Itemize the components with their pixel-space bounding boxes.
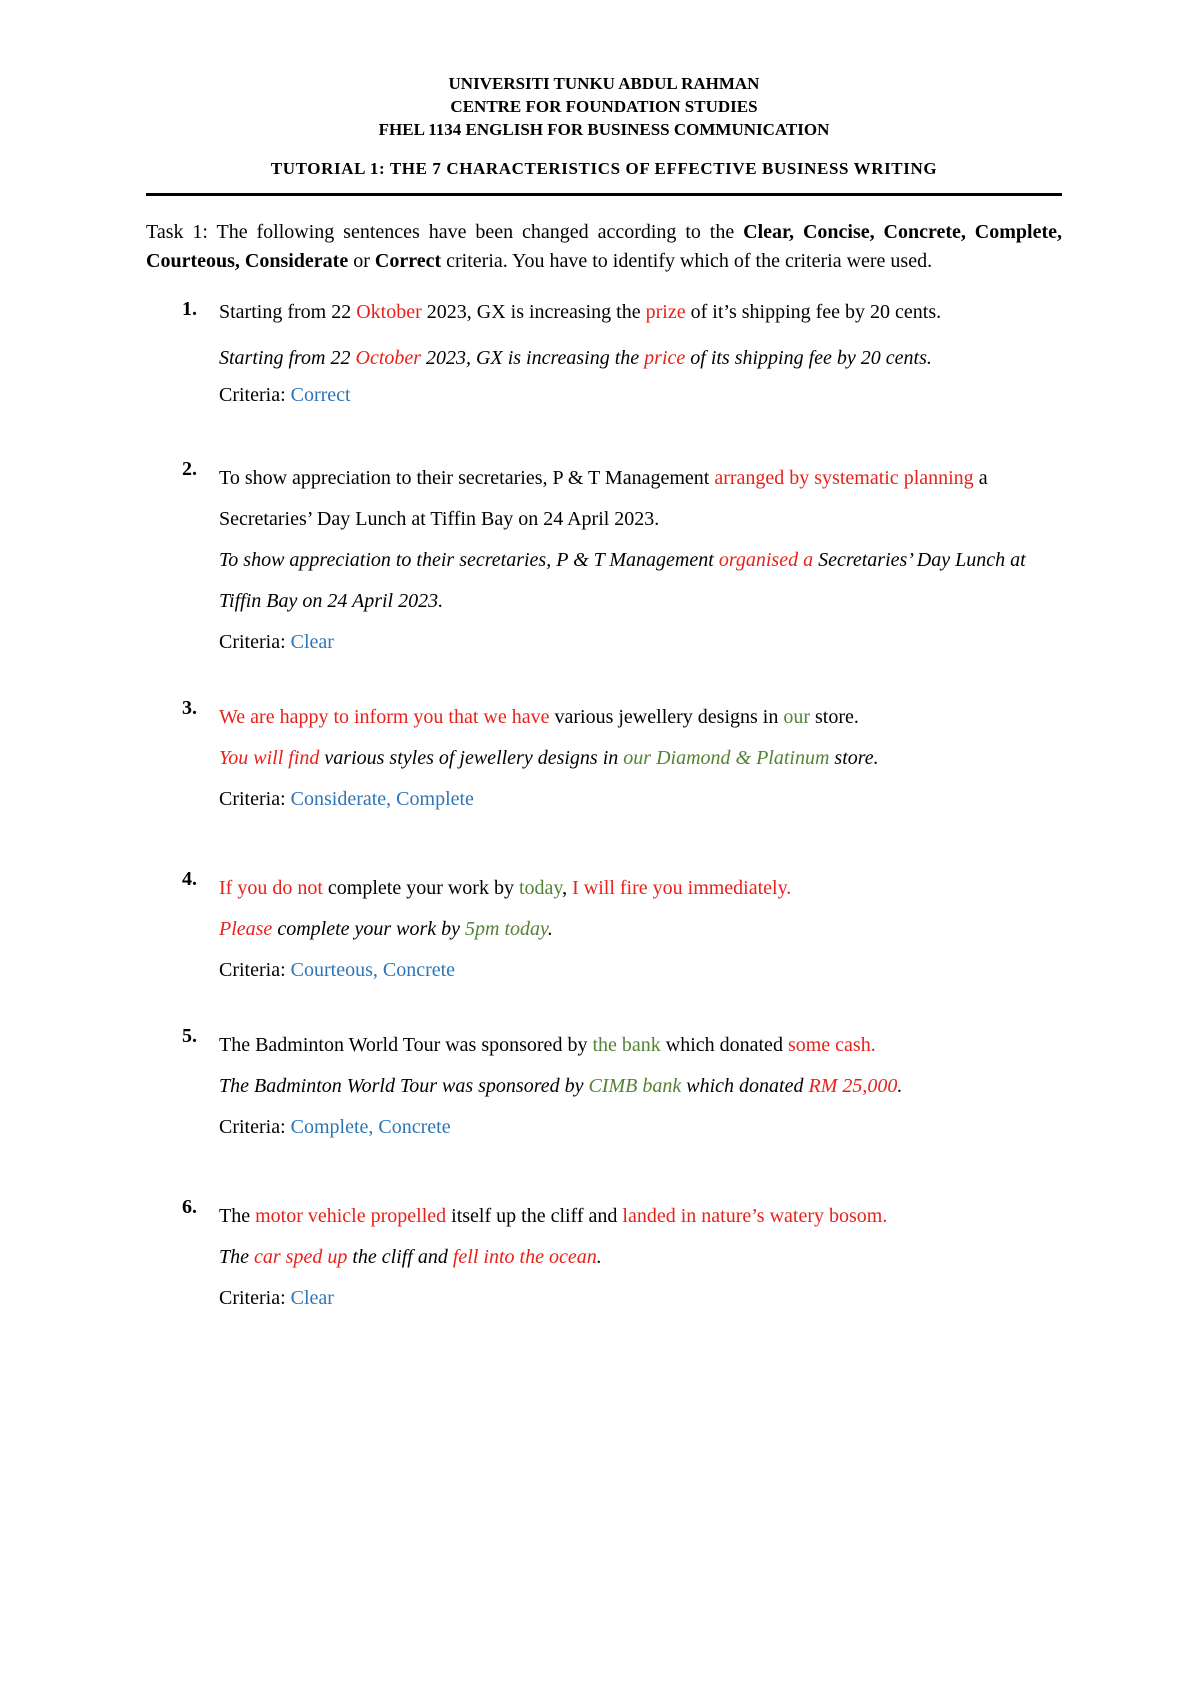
text: The	[219, 1205, 256, 1227]
criteria-line	[219, 622, 1062, 663]
error-text: some cash.	[787, 1034, 876, 1056]
text: complete your work by	[322, 877, 519, 899]
criteria-label: Criteria:	[219, 959, 291, 981]
list-item	[146, 697, 1062, 820]
text: 2023, GX is increasing the	[421, 347, 645, 369]
text: various jewellery designs in	[549, 706, 784, 728]
text: To show appreciation to their secretaries, P & T Management	[219, 549, 719, 571]
corrected-text: organised a	[718, 549, 814, 571]
criteria-line	[219, 1107, 1062, 1148]
error-text: prize	[645, 301, 686, 323]
corrected-text: You will find	[219, 747, 320, 769]
text: itself up the cliff and	[446, 1205, 623, 1227]
text: To show appreciation to their secretaries, P & T Management	[219, 467, 715, 489]
original-sentence	[219, 1196, 1062, 1237]
text: a Secretaries’ Day Lunch at Tiffin Bay on 24 April 2023.	[219, 467, 988, 530]
criteria-value: Considerate, Complete	[290, 788, 474, 810]
text: store.	[810, 706, 859, 728]
text: store.	[829, 747, 879, 769]
original-sentence	[219, 868, 1062, 909]
criteria-value: Clear	[290, 1287, 334, 1309]
item-number: 3.	[182, 697, 197, 719]
sentence-list	[146, 298, 1062, 1319]
corrected-text: October	[355, 347, 422, 369]
specific-text: 5pm today	[465, 918, 548, 940]
item-number: 2.	[182, 458, 197, 480]
task-instructions	[146, 218, 1062, 276]
text: Starting from 22	[219, 347, 356, 369]
revised-sentence	[219, 1066, 1062, 1107]
text: ,	[562, 877, 573, 899]
specific-text: our Diamond & Platinum	[623, 747, 830, 769]
text: .	[596, 1246, 602, 1268]
item-number: 6.	[182, 1196, 197, 1218]
list-item	[146, 458, 1062, 663]
criteria-label: Criteria:	[219, 1116, 291, 1138]
corrected-text: fell into the ocean	[452, 1246, 597, 1268]
criteria-value: Courteous, Concrete	[290, 959, 456, 981]
task-text-2: or	[348, 250, 375, 272]
revised-sentence	[219, 339, 1062, 377]
corrected-text: Please	[219, 918, 273, 940]
original-sentence	[219, 458, 1062, 540]
text: Starting from 22	[219, 301, 357, 323]
task-criteria-list: Clear, Concise, Concrete, Complete, Courteous, Considerate	[146, 221, 1062, 272]
list-item	[146, 1025, 1062, 1148]
task-criteria-correct: Correct	[374, 250, 442, 272]
text: .	[897, 1075, 903, 1097]
text: The	[219, 1246, 254, 1268]
criteria-value: Clear	[290, 631, 334, 653]
criteria-value: Correct	[290, 384, 351, 406]
text: which donated	[660, 1034, 788, 1056]
list-item	[146, 1196, 1062, 1319]
text: complete your work by	[272, 918, 466, 940]
text: Secretaries’ Day Lunch at Tiffin Bay on 24 April 2023.	[219, 549, 1026, 612]
criteria-label: Criteria:	[219, 1287, 291, 1309]
specific-text: the bank	[592, 1034, 661, 1056]
title-divider	[146, 193, 1062, 196]
course-title: FHEL 1134 ENGLISH FOR BUSINESS COMMUNICATION	[378, 120, 830, 139]
criteria-line	[219, 381, 1062, 410]
corrected-text: price	[644, 347, 686, 369]
criteria-line	[219, 779, 1062, 820]
error-text: motor vehicle propelled	[255, 1205, 447, 1227]
item-number: 1.	[182, 298, 197, 320]
text: 2023, GX is increasing the	[421, 301, 646, 323]
task-text-3: criteria. You have to identify which of the criteria were used.	[441, 250, 933, 272]
revised-sentence	[219, 909, 1062, 950]
text: The Badminton World Tour was sponsored by	[219, 1075, 589, 1097]
specific-text: our	[783, 706, 811, 728]
criteria-value: Complete, Concrete	[290, 1116, 451, 1138]
criteria-label: Criteria:	[219, 631, 291, 653]
criteria-line	[219, 1278, 1062, 1319]
text: various styles of jewellery designs in	[319, 747, 624, 769]
corrected-text: RM 25,000	[808, 1075, 898, 1097]
text: which donated	[681, 1075, 809, 1097]
list-item	[146, 298, 1062, 410]
criteria-line	[219, 950, 1062, 991]
original-sentence	[219, 697, 1062, 738]
error-text: I will fire you immediately.	[572, 877, 792, 899]
text: The Badminton World Tour was sponsored by	[219, 1034, 593, 1056]
university-name: UNIVERSITI TUNKU ABDUL RAHMAN	[448, 74, 760, 93]
centre-name: CENTRE FOR FOUNDATION STUDIES	[450, 97, 758, 116]
list-item	[146, 868, 1062, 991]
text: .	[547, 918, 553, 940]
specific-text: CIMB bank	[588, 1075, 682, 1097]
revised-sentence	[219, 1237, 1062, 1278]
revised-sentence	[219, 540, 1062, 622]
task-text-1: Task 1: The following sentences have been changed according to the	[146, 221, 744, 243]
criteria-label: Criteria:	[219, 384, 291, 406]
original-sentence	[219, 1025, 1062, 1066]
criteria-label: Criteria:	[219, 788, 291, 810]
error-text: We are happy to inform you that we have	[219, 706, 550, 728]
revised-sentence	[219, 738, 1062, 779]
text: of it’s shipping fee by 20 cents.	[685, 301, 942, 323]
tutorial-title: TUTORIAL 1: THE 7 CHARACTERISTICS OF EFFECTIVE BUSINESS WRITING	[270, 159, 938, 178]
error-text: If you do not	[219, 877, 323, 899]
corrected-text: car sped up	[254, 1246, 348, 1268]
item-number: 4.	[182, 868, 197, 890]
original-sentence	[219, 298, 1062, 327]
error-text: landed in nature’s watery bosom.	[622, 1205, 888, 1227]
text: of its shipping fee by 20 cents.	[685, 347, 932, 369]
item-number: 5.	[182, 1025, 197, 1047]
text: the cliff and	[347, 1246, 453, 1268]
specific-text: today	[518, 877, 563, 899]
error-text: Oktober	[356, 301, 422, 323]
error-text: arranged by systematic planning	[714, 467, 974, 489]
